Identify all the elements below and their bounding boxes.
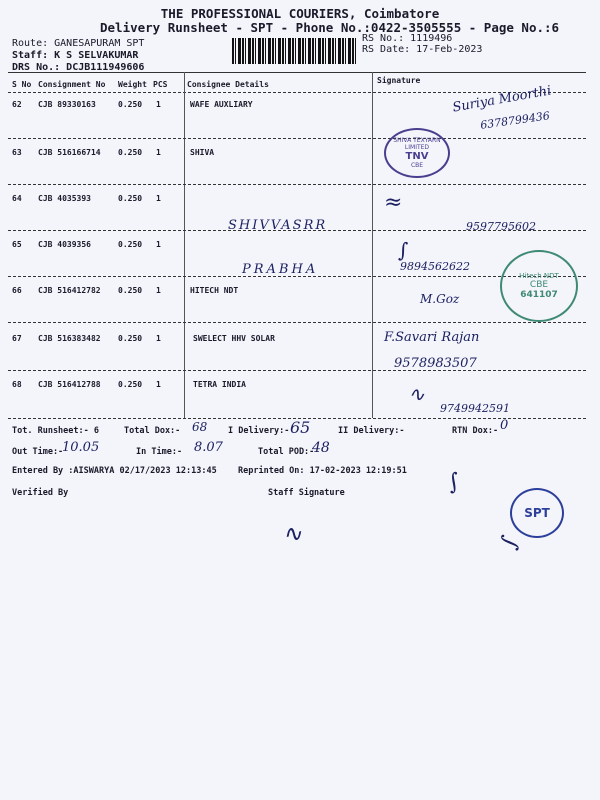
- out-time-value: 10.05: [62, 440, 100, 455]
- rs-number: RS No.: 1119496: [362, 33, 453, 44]
- total-pod-label: Total POD:-: [258, 447, 315, 457]
- route-label: Route: GANESAPURAM SPT: [12, 38, 145, 49]
- row-weight: 0.250: [118, 380, 143, 389]
- column-divider-signature: [372, 72, 373, 418]
- row-divider: [8, 370, 586, 371]
- row-divider: [8, 138, 586, 139]
- company-stamp-hitech: [500, 250, 578, 322]
- row-pcs: 1: [156, 380, 161, 389]
- handwritten-phone-65: 9894562622: [400, 260, 470, 273]
- row-consignment-no: CJB 516166714: [38, 148, 101, 157]
- ii-delivery-label: II Delivery:-: [338, 426, 405, 436]
- runsheet-subtitle: Delivery Runsheet - SPT - Phone No.:0422-3505555 - Page No.:6: [100, 20, 560, 35]
- bottom-right-signature-scribble: ∫: [496, 532, 524, 553]
- col-header-consignment: Consignment No: [38, 80, 106, 89]
- stamp-top-text: Hitech NDT: [519, 272, 559, 280]
- row-pcs: 1: [156, 100, 161, 109]
- row-weight: 0.250: [118, 148, 143, 157]
- row-weight: 0.250: [118, 334, 143, 343]
- row-consignment-no: CJB 4035393: [38, 194, 91, 203]
- handwritten-phone-62: 6378799436: [479, 109, 551, 132]
- col-header-signature: Signature: [377, 76, 421, 85]
- handwritten-name-67: F.Savari Rajan: [384, 330, 480, 345]
- entered-by: Entered By :AISWARYA 02/17/2023 12:13:45: [12, 466, 217, 476]
- rtn-dox-value: 0: [500, 418, 509, 433]
- tot-runsheet: Tot. Runsheet:- 6: [12, 426, 99, 436]
- row-consignee: SHIVA: [190, 148, 215, 157]
- column-divider-consignee: [184, 72, 185, 418]
- table-top-border: [8, 72, 586, 73]
- verifier-signature-scribble: ∫: [445, 469, 462, 496]
- row-sno: 67: [12, 334, 22, 343]
- row-consignment-no: CJB 516383482: [38, 334, 101, 343]
- stamp-mid-text: TNV: [405, 151, 429, 162]
- out-time-label: Out Time:-: [12, 447, 64, 457]
- handwritten-name-65: PRABHA: [242, 262, 319, 277]
- row-divider: [8, 184, 586, 185]
- in-time-label: In Time:-: [136, 447, 183, 457]
- handwritten-signature-66: M.Goz: [420, 292, 460, 306]
- drs-number: DRS No.: DCJB111949606: [12, 62, 145, 73]
- total-dox-label: Total Dox:-: [124, 426, 181, 436]
- row-pcs: 1: [156, 334, 161, 343]
- row-consignee: TETRA INDIA: [193, 380, 246, 389]
- col-header-consignee: Consignee Details: [187, 80, 269, 89]
- row-pcs: 1: [156, 148, 161, 157]
- handwritten-phone-64: 9597795602: [466, 220, 536, 233]
- total-dox-value: 68: [192, 420, 208, 434]
- rtn-dox-label: RTN Dox:-: [452, 426, 499, 436]
- row-consignment-no: CJB 4039356: [38, 240, 91, 249]
- stamp-bottom-text: 641107: [520, 290, 558, 300]
- scribble-signature-68: ∿: [408, 382, 425, 406]
- col-header-sno: S No: [12, 80, 32, 89]
- row-consignment-no: CJB 516412782: [38, 286, 101, 295]
- row-pcs: 1: [156, 240, 161, 249]
- stamp-top-text: SHIVA TEXYARN LIMITED: [393, 137, 441, 151]
- scribble-signature-64: ≈: [384, 190, 403, 215]
- row-consignment-no: CJB 516412788: [38, 380, 101, 389]
- verified-by-label: Verified By: [12, 488, 69, 498]
- col-header-pcs: PCS: [153, 80, 168, 89]
- company-stamp-shiva: [384, 128, 450, 178]
- staff-label: Staff: K S SELVAKUMAR: [12, 50, 139, 61]
- scribble-signature-65: ∫: [398, 238, 409, 262]
- handwritten-phone-67: 9578983507: [394, 356, 477, 371]
- i-delivery-label: I Delivery:-: [228, 426, 290, 436]
- barcode: [232, 38, 356, 64]
- row-sno: 66: [12, 286, 22, 295]
- row-sno: 68: [12, 380, 22, 389]
- row-sno: 63: [12, 148, 22, 157]
- col-header-weight: Weight: [118, 80, 147, 89]
- stamp-bottom-text: CBE: [410, 162, 424, 169]
- row-consignee: WAFE AUXLIARY: [190, 100, 253, 109]
- row-consignee: SWELECT HHV SOLAR: [193, 334, 275, 343]
- spt-stamp: SPT: [510, 488, 564, 538]
- row-consignee: HITECH NDT: [190, 286, 239, 295]
- handwritten-name-64: SHIVVASRR: [228, 218, 328, 233]
- row-divider: [8, 322, 586, 323]
- row-weight: 0.250: [118, 100, 143, 109]
- row-sno: 64: [12, 194, 22, 203]
- company-title: THE PROFESSIONAL COURIERS, Coimbatore: [160, 6, 440, 21]
- row-weight: 0.250: [118, 194, 143, 203]
- handwritten-signature-62: Suriya Moorthi: [451, 83, 553, 116]
- row-consignment-no: CJB 89330163: [38, 100, 96, 109]
- row-weight: 0.250: [118, 286, 143, 295]
- staff-signature-label: Staff Signature: [268, 488, 345, 498]
- row-sno: 62: [12, 100, 22, 109]
- reprinted-on: Reprinted On: 17-02-2023 12:19:51: [238, 466, 407, 476]
- total-pod-value: 48: [312, 440, 330, 456]
- staff-signature-scribble: ∿: [278, 517, 306, 551]
- stamp-mid-text: CBE: [529, 280, 549, 290]
- row-pcs: 1: [156, 194, 161, 203]
- in-time-value: 8.07: [194, 440, 223, 455]
- rs-date: RS Date: 17-Feb-2023: [362, 44, 483, 55]
- i-delivery-value: 65: [290, 418, 311, 437]
- row-sno: 65: [12, 240, 22, 249]
- row-weight: 0.250: [118, 240, 143, 249]
- row-pcs: 1: [156, 286, 161, 295]
- handwritten-phone-68: 9749942591: [440, 402, 510, 415]
